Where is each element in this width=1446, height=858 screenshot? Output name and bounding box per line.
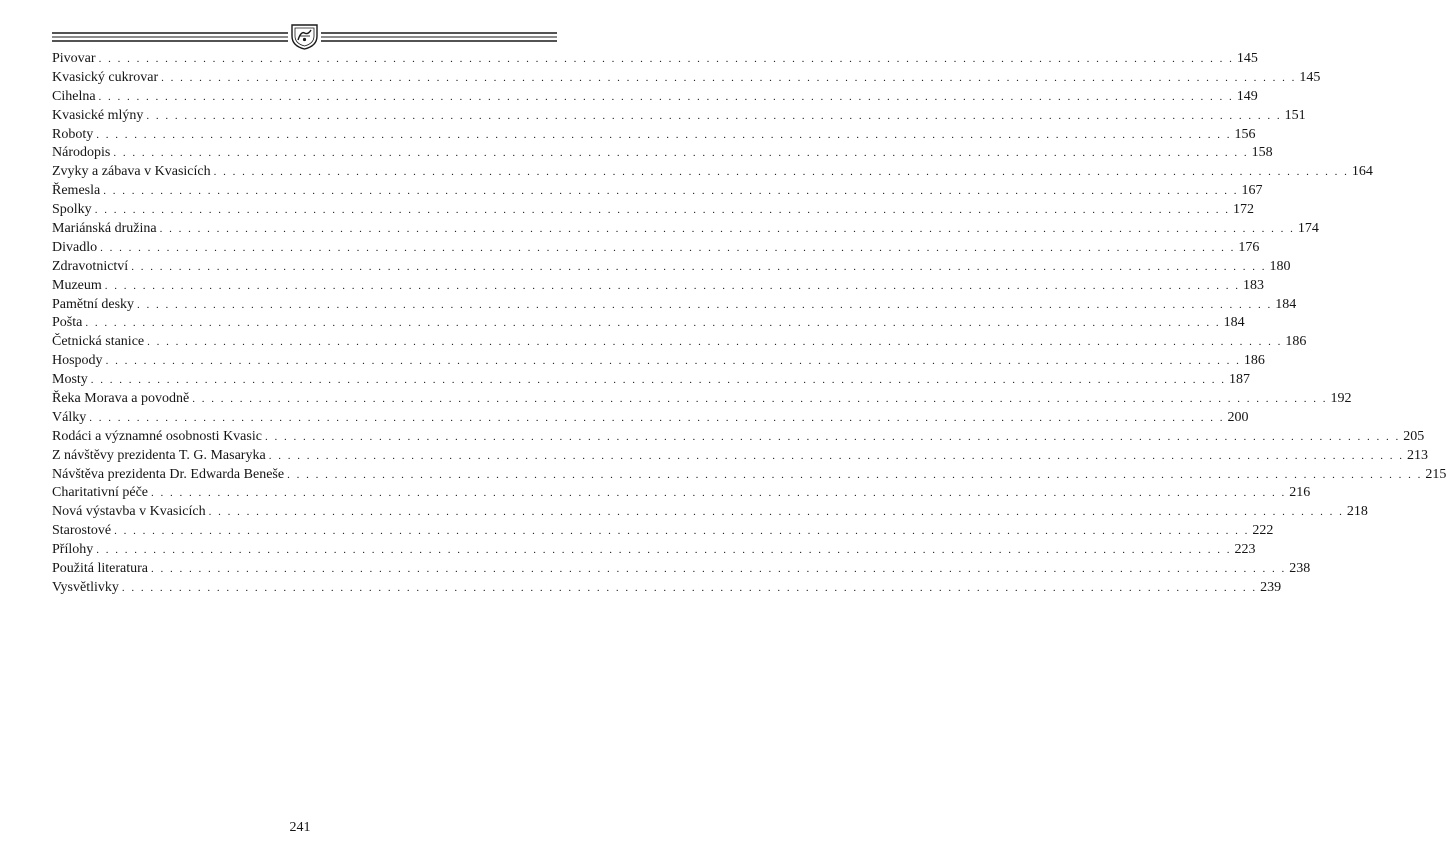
toc-entry	[52, 409, 1249, 428]
toc-entry-page: 158	[1251, 145, 1273, 161]
toc-entry	[52, 390, 1352, 409]
toc-entry-page: 183	[1243, 277, 1265, 293]
toc-entry-title: Pošta	[52, 315, 83, 331]
toc-entry-title: Spolky	[52, 202, 92, 218]
toc-entry-title: Roboty	[52, 126, 94, 142]
toc-entry-title: Pivovar	[52, 51, 96, 66]
toc-entry-title: Rodáci a významné osobnosti Kvasic	[52, 428, 262, 444]
dot-leader: . . . . . . . . . . . . . . . . . . . . . . . . . . . . . . . . . . . . . . . . . . . . . . . . . . . . . . . . . . . . . . . . . . . . . . . . . . . . . . . . . . . . . . . . . . . . . . . . . . . . . . . . . . . . . . . . . . . . . . . .	[100, 241, 1236, 254]
toc-entry-page: 192	[1330, 391, 1352, 407]
toc-entry-title: Použitá literatura	[52, 561, 149, 577]
dot-leader: . . . . . . . . . . . . . . . . . . . . . . . . . . . . . . . . . . . . . . . . . . . . . . . . . . . . . . . . . . . . . . . . . . . . . . . . . . . . . . . . . . . . . . . . . . . . . . . . . . . . . . . . . . . . . . . . . . . . . . . .	[159, 223, 1295, 236]
header-ornament	[52, 24, 557, 50]
toc-entry-page: 222	[1252, 523, 1274, 539]
toc-entry-page: 218	[1346, 504, 1368, 520]
toc-entry-title: Cihelna	[52, 88, 96, 104]
dot-leader: . . . . . . . . . . . . . . . . . . . . . . . . . . . . . . . . . . . . . . . . . . . . . . . . . . . . . . . . . . . . . . . . . . . . . . . . . . . . . . . . . . . . . . . . . . . . . . . . . . . . . . . . . . . . . . . . . . . . . . . .	[192, 393, 1328, 406]
toc-entry-page: 145	[1236, 51, 1258, 66]
toc-entry-title: Pamětní desky	[52, 296, 135, 312]
toc-entry	[52, 182, 1263, 201]
dot-leader: . . . . . . . . . . . . . . . . . . . . . . . . . . . . . . . . . . . . . . . . . . . . . . . . . . . . . . . . . . . . . . . . . . . . . . . . . . . . . . . . . . . . . . . . . . . . . . . . . . . . . . . . . . . . . . . . . . . . . . . .	[208, 506, 1344, 519]
toc-entry-page: 145	[1299, 69, 1321, 85]
dot-leader: . . . . . . . . . . . . . . . . . . . . . . . . . . . . . . . . . . . . . . . . . . . . . . . . . . . . . . . . . . . . . . . . . . . . . . . . . . . . . . . . . . . . . . . . . . . . . . . . . . . . . . . . . . . . . . . . . . . . . . . .	[213, 166, 1349, 179]
dot-leader: . . . . . . . . . . . . . . . . . . . . . . . . . . . . . . . . . . . . . . . . . . . . . . . . . . . . . . . . . . . . . . . . . . . . . . . . . . . . . . . . . . . . . . . . . . . . . . . . . . . . . . . . . . . . . . . . . . . . . . . .	[90, 374, 1227, 387]
toc-entry	[52, 163, 1373, 182]
toc-entry-title: Nová výstavba v Kvasicích	[52, 504, 206, 520]
dot-leader: . . . . . . . . . . . . . . . . . . . . . . . . . . . . . . . . . . . . . . . . . . . . . . . . . . . . . . . . . . . . . . . . . . . . . . . . . . . . . . . . . . . . . . . . . . . . . . . . . . . . . . . . . . . . . . . . . . . . . . . .	[105, 355, 1241, 368]
toc-entry-title: Kvasické mlýny	[52, 107, 144, 123]
dot-leader: . . . . . . . . . . . . . . . . . . . . . . . . . . . . . . . . . . . . . . . . . . . . . . . . . . . . . . . . . . . . . . . . . . . . . . . . . . . . . . . . . . . . . . . . . . . . . . . . . . . . . . . . . . . . . . . . . . . . . . . .	[264, 430, 1401, 443]
toc-entry-page: 216	[1289, 485, 1311, 501]
toc-entry-page: 239	[1260, 579, 1282, 595]
dot-leader: . . . . . . . . . . . . . . . . . . . . . . . . . . . . . . . . . . . . . . . . . . . . . . . . . . . . . . . . . . . . . . . . . . . . . . . . . . . . . . . . . . . . . . . . . . . . . . . . . . . . . . . . . . . . . . . . . . . . . . . .	[98, 90, 1234, 103]
toc-entry-page: 186	[1243, 353, 1265, 369]
toc-entry	[52, 428, 1425, 447]
toc-entry-title: Vysvětlivky	[52, 579, 119, 595]
toc-entry-page: 238	[1289, 561, 1311, 577]
toc-entry-title: Hospody	[52, 353, 103, 369]
dot-leader: . . . . . . . . . . . . . . . . . . . . . . . . . . . . . . . . . . . . . . . . . . . . . . . . . . . . . . . . . . . . . . . . . . . . . . . . . . . . . . . . . . . . . . . . . . . . . . . . . . . . . . . . . . . . . . . . . . . . . . . .	[151, 563, 1287, 576]
page-number: 241	[289, 820, 311, 835]
toc-entry	[52, 277, 1265, 296]
toc-entry	[52, 144, 1273, 163]
toc-entry-page: 167	[1241, 183, 1263, 199]
dot-leader: . . . . . . . . . . . . . . . . . . . . . . . . . . . . . . . . . . . . . . . . . . . . . . . . . . . . . . . . . . . . . . . . . . . . . . . . . . . . . . . . . . . . . . . . . . . . . . . . . . . . . . . . . . . . . . . . . . . . . . . .	[89, 411, 1225, 424]
toc-entry-page: 205	[1403, 428, 1425, 444]
toc-entry	[52, 126, 1256, 145]
toc-entry-title: Řemesla	[52, 183, 101, 199]
toc-entry-title: Zdravotnictví	[52, 258, 129, 274]
toc-entry	[52, 69, 1321, 88]
dot-leader: . . . . . . . . . . . . . . . . . . . . . . . . . . . . . . . . . . . . . . . . . . . . . . . . . . . . . . . . . . . . . . . . . . . . . . . . . . . . . . . . . . . . . . . . . . . . . . . . . . . . . . . . . . . . . . . . . . . . . . . .	[268, 449, 1404, 462]
toc-entry-page: 172	[1232, 202, 1254, 218]
toc-entry	[52, 560, 1311, 579]
toc-entry-title: Mosty	[52, 372, 88, 388]
toc-entry-title: Starostové	[52, 523, 112, 539]
dot-leader: . . . . . . . . . . . . . . . . . . . . . . . . . . . . . . . . . . . . . . . . . . . . . . . . . . . . . . . . . . . . . . . . . . . . . . . . . . . . . . . . . . . . . . . . . . . . . . . . . . . . . . . . . . . . . . . . . . . . . . . .	[104, 279, 1241, 292]
toc-entry	[52, 466, 1446, 485]
dot-leader: . . . . . . . . . . . . . . . . . . . . . . . . . . . . . . . . . . . . . . . . . . . . . . . . . . . . . . . . . . . . . . . . . . . . . . . . . . . . . . . . . . . . . . . . . . . . . . . . . . . . . . . . . . . . . . . . . . . . . . . .	[114, 525, 1250, 538]
toc-entry-title: Mariánská družina	[52, 221, 157, 237]
dot-leader: . . . . . . . . . . . . . . . . . . . . . . . . . . . . . . . . . . . . . . . . . . . . . . . . . . . . . . . . . . . . . . . . . . . . . . . . . . . . . . . . . . . . . . . . . . . . . . . . . . . . . . . . . . . . . . . . . . . . . . . .	[287, 468, 1423, 481]
toc-entry-page: 184	[1275, 296, 1297, 312]
toc-entry	[52, 579, 1282, 598]
header-rule	[52, 24, 557, 50]
dot-leader: . . . . . . . . . . . . . . . . . . . . . . . . . . . . . . . . . . . . . . . . . . . . . . . . . . . . . . . . . . . . . . . . . . . . . . . . . . . . . . . . . . . . . . . . . . . . . . . . . . . . . . . . . . . . . . . . . . . . . . . .	[96, 544, 1232, 557]
dot-leader: . . . . . . . . . . . . . . . . . . . . . . . . . . . . . . . . . . . . . . . . . . . . . . . . . . . . . . . . . . . . . . . . . . . . . . . . . . . . . . . . . . . . . . . . . . . . . . . . . . . . . . . . . . . . . . . . . . . . . . . .	[94, 204, 1230, 217]
dot-leader: . . . . . . . . . . . . . . . . . . . . . . . . . . . . . . . . . . . . . . . . . . . . . . . . . . . . . . . . . . . . . . . . . . . . . . . . . . . . . . . . . . . . . . . . . . . . . . . . . . . . . . . . . . . . . . . . . . . . . . . .	[146, 109, 1282, 122]
dot-leader: . . . . . . . . . . . . . . . . . . . . . . . . . . . . . . . . . . . . . . . . . . . . . . . . . . . . . . . . . . . . . . . . . . . . . . . . . . . . . . . . . . . . . . . . . . . . . . . . . . . . . . . . . . . . . . . . . . . . . . . .	[131, 260, 1267, 273]
dot-leader: . . . . . . . . . . . . . . . . . . . . . . . . . . . . . . . . . . . . . . . . . . . . . . . . . . . . . . . . . . . . . . . . . . . . . . . . . . . . . . . . . . . . . . . . . . . . . . . . . . . . . . . . . . . . . . . . . . . . . . . .	[137, 298, 1273, 311]
toc-entry-title: Divadlo	[52, 239, 98, 255]
toc-entry-page: 156	[1234, 126, 1256, 142]
dot-leader: . . . . . . . . . . . . . . . . . . . . . . . . . . . . . . . . . . . . . . . . . . . . . . . . . . . . . . . . . . . . . . . . . . . . . . . . . . . . . . . . . . . . . . . . . . . . . . . . . . . . . . . . . . . . . . . . . . . . . . . .	[161, 71, 1297, 84]
dot-leader: . . . . . . . . . . . . . . . . . . . . . . . . . . . . . . . . . . . . . . . . . . . . . . . . . . . . . . . . . . . . . . . . . . . . . . . . . . . . . . . . . . . . . . . . . . . . . . . . . . . . . . . . . . . . . . . . . . . . . . . .	[151, 487, 1287, 500]
toc-entry-title: Z návštěvy prezidenta T. G. Masaryka	[52, 447, 266, 463]
toc-entry	[52, 201, 1254, 220]
toc-entry-title: Řeka Morava a povodně	[52, 391, 190, 407]
toc-entry-title: Přílohy	[52, 542, 94, 558]
toc-entry-title: Návštěva prezidenta Dr. Edwarda Beneše	[52, 466, 285, 482]
toc-entry-page: 164	[1351, 164, 1373, 180]
toc-entry-page: 215	[1425, 466, 1446, 482]
toc-entry-title: Národopis	[52, 145, 111, 161]
toc-entry-page: 200	[1227, 409, 1249, 425]
toc-entry-page: 180	[1269, 258, 1291, 274]
toc-entry-title: Zvyky a zábava v Kvasicích	[52, 164, 211, 180]
toc-entry	[52, 352, 1265, 371]
coat-of-arms-icon	[292, 25, 317, 49]
dot-leader: . . . . . . . . . . . . . . . . . . . . . . . . . . . . . . . . . . . . . . . . . . . . . . . . . . . . . . . . . . . . . . . . . . . . . . . . . . . . . . . . . . . . . . . . . . . . . . . . . . . . . . . . . . . . . . . . . . . . . . . .	[96, 128, 1232, 141]
toc-entry	[52, 447, 1428, 466]
toc-entry	[52, 333, 1307, 352]
toc-entry	[52, 522, 1274, 541]
toc-entry-page: 149	[1236, 88, 1258, 104]
dot-leader: . . . . . . . . . . . . . . . . . . . . . . . . . . . . . . . . . . . . . . . . . . . . . . . . . . . . . . . . . . . . . . . . . . . . . . . . . . . . . . . . . . . . . . . . . . . . . . . . . . . . . . . . . . . . . . . . . . . . . . . .	[147, 336, 1283, 349]
toc-entry-page: 186	[1285, 334, 1307, 350]
toc-entry	[52, 296, 1297, 315]
toc-entry	[52, 371, 1251, 390]
toc-entry-title: Četnická stanice	[52, 334, 145, 350]
toc-entry-title: Muzeum	[52, 277, 102, 293]
toc-entry	[52, 258, 1291, 277]
toc-entry-page: 187	[1229, 372, 1251, 388]
dot-leader: . . . . . . . . . . . . . . . . . . . . . . . . . . . . . . . . . . . . . . . . . . . . . . . . . . . . . . . . . . . . . . . . . . . . . . . . . . . . . . . . . . . . . . . . . . . . . . . . . . . . . . . . . . . . . . . . . . . . . . . .	[113, 147, 1249, 160]
toc-entry	[52, 220, 1319, 239]
toc-entry-title: Války	[52, 409, 87, 425]
dot-leader: . . . . . . . . . . . . . . . . . . . . . . . . . . . . . . . . . . . . . . . . . . . . . . . . . . . . . . . . . . . . . . . . . . . . . . . . . . . . . . . . . . . . . . . . . . . . . . . . . . . . . . . . . . . . . . . . . . . . . . . .	[121, 581, 1258, 594]
toc-entry-title: Kvasický cukrovar	[52, 69, 159, 85]
toc-entry-page: 184	[1223, 315, 1245, 331]
toc-entry	[52, 107, 1306, 126]
toc-entry	[52, 503, 1368, 522]
table-of-contents	[52, 50, 1446, 598]
dot-leader: . . . . . . . . . . . . . . . . . . . . . . . . . . . . . . . . . . . . . . . . . . . . . . . . . . . . . . . . . . . . . . . . . . . . . . . . . . . . . . . . . . . . . . . . . . . . . . . . . . . . . . . . . . . . . . . . . . . . . . . .	[103, 185, 1239, 198]
toc-entry	[52, 314, 1245, 333]
toc-entry	[52, 88, 1258, 107]
toc-entry	[52, 50, 1258, 69]
toc-entry-page: 213	[1406, 447, 1428, 463]
toc-entry	[52, 239, 1260, 258]
toc-entry-page: 176	[1238, 239, 1260, 255]
toc-entry-page: 223	[1234, 542, 1256, 558]
toc-entry-title: Charitativní péče	[52, 485, 149, 501]
toc-entry	[52, 541, 1256, 560]
dot-leader: . . . . . . . . . . . . . . . . . . . . . . . . . . . . . . . . . . . . . . . . . . . . . . . . . . . . . . . . . . . . . . . . . . . . . . . . . . . . . . . . . . . . . . . . . . . . . . . . . . . . . . . . . . . . . . . . . . . . . . . .	[98, 53, 1234, 65]
toc-entry-page: 151	[1284, 107, 1306, 123]
dot-leader: . . . . . . . . . . . . . . . . . . . . . . . . . . . . . . . . . . . . . . . . . . . . . . . . . . . . . . . . . . . . . . . . . . . . . . . . . . . . . . . . . . . . . . . . . . . . . . . . . . . . . . . . . . . . . . . . . . . . . . . .	[85, 317, 1221, 330]
toc-entry	[52, 484, 1311, 503]
toc-entry-page: 174	[1297, 221, 1319, 237]
